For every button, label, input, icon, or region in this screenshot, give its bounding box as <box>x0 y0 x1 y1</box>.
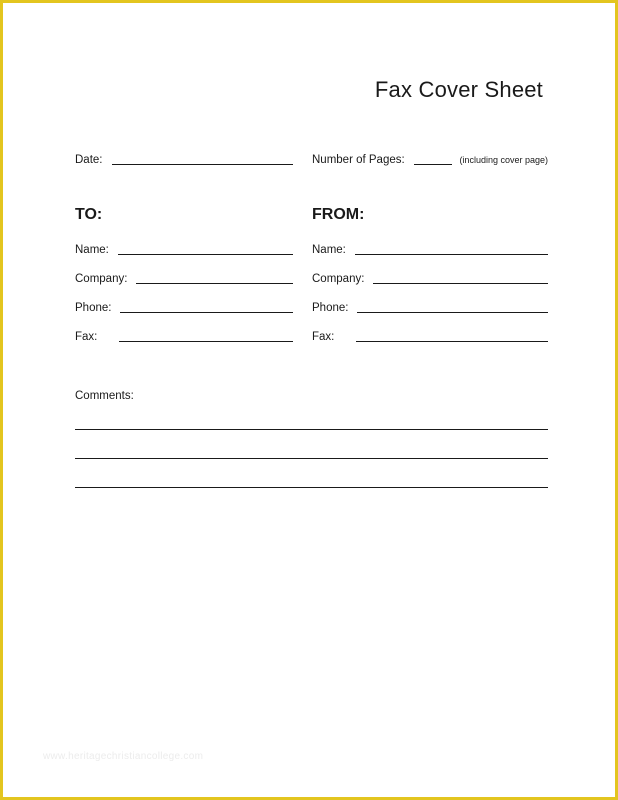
to-phone-field[interactable] <box>75 299 293 315</box>
page-title: Fax Cover Sheet <box>374 77 543 102</box>
pages-note: (including cover page) <box>459 155 548 165</box>
to-heading: TO: <box>75 206 103 223</box>
to-name-field[interactable] <box>75 241 293 257</box>
comment-line-1[interactable] <box>75 429 548 430</box>
from-fax-label: Fax: <box>312 331 335 343</box>
to-company-field[interactable] <box>75 270 293 286</box>
comments-label: Comments: <box>75 390 134 402</box>
from-name-line[interactable] <box>355 253 548 255</box>
to-name-label: Name: <box>75 244 109 256</box>
to-name-line[interactable] <box>118 253 293 255</box>
from-company-field[interactable] <box>312 270 548 286</box>
watermark-text: www.heritagechristiancollege.com <box>43 751 204 762</box>
from-phone-label: Phone: <box>312 302 349 314</box>
date-line[interactable] <box>112 163 294 165</box>
from-name-label: Name: <box>312 244 346 256</box>
pages-field[interactable] <box>312 151 548 167</box>
from-phone-field[interactable] <box>312 299 548 315</box>
comment-line-2[interactable] <box>75 458 548 459</box>
date-field[interactable] <box>75 151 293 167</box>
to-phone-label: Phone: <box>75 302 112 314</box>
from-fax-field[interactable] <box>312 328 548 344</box>
from-heading: FROM: <box>312 206 365 223</box>
to-company-line[interactable] <box>136 282 293 284</box>
to-company-label: Company: <box>75 273 128 285</box>
to-phone-line[interactable] <box>120 311 293 313</box>
date-label: Date: <box>75 154 103 166</box>
from-company-label: Company: <box>312 273 365 285</box>
from-company-line[interactable] <box>373 282 548 284</box>
comment-line-3[interactable] <box>75 487 548 488</box>
to-fax-field[interactable] <box>75 328 293 344</box>
from-phone-line[interactable] <box>357 311 548 313</box>
from-fax-line[interactable] <box>356 340 548 342</box>
to-fax-line[interactable] <box>119 340 293 342</box>
pages-line[interactable] <box>414 163 453 165</box>
pages-label: Number of Pages: <box>312 154 405 166</box>
comments-label-row <box>75 387 275 403</box>
from-name-field[interactable] <box>312 241 548 257</box>
to-fax-label: Fax: <box>75 331 98 343</box>
